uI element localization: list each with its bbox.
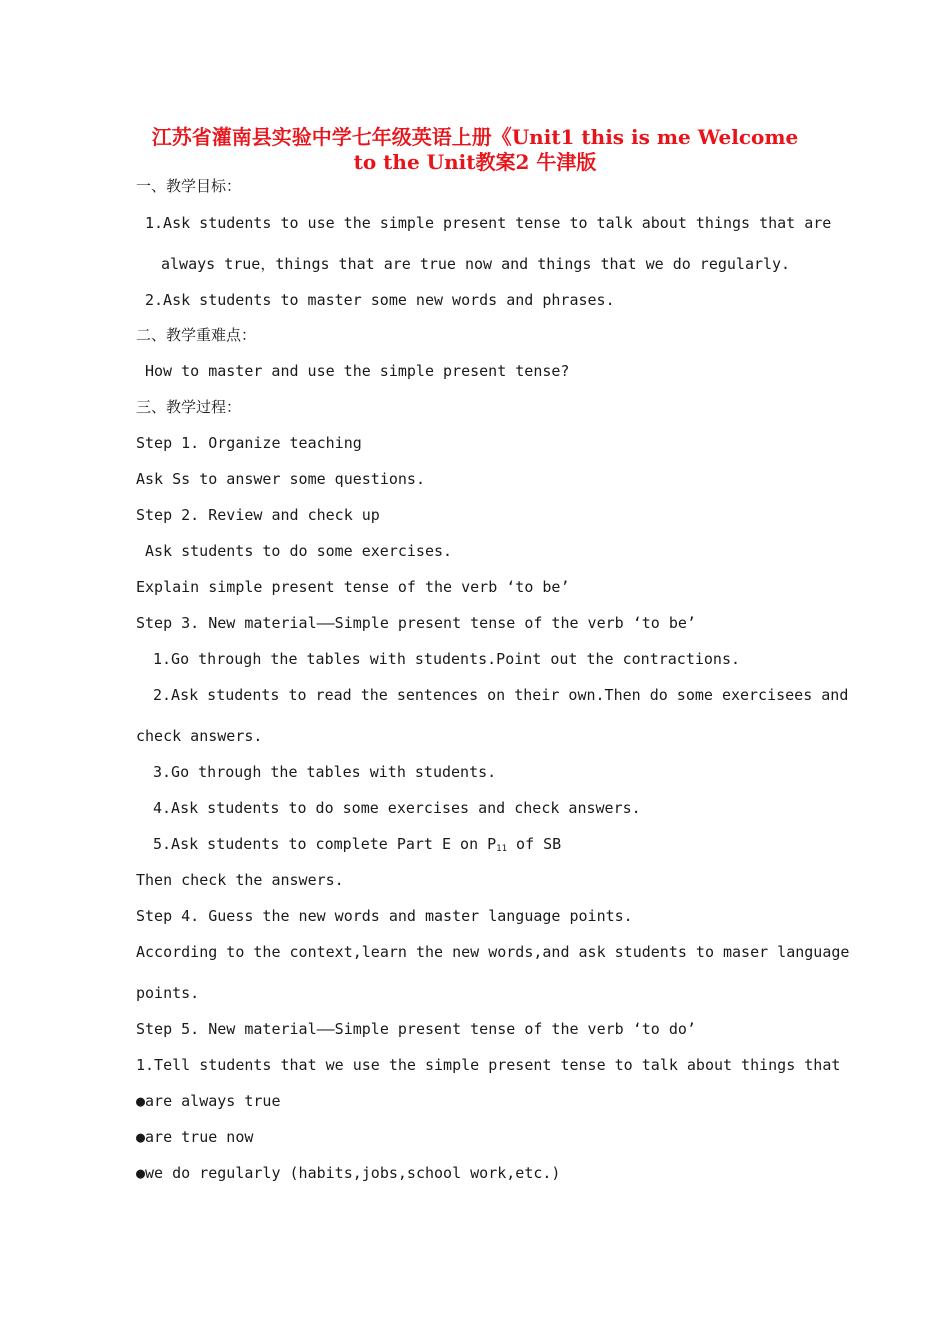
step-3-item-3: 3.Go through the tables with students. (153, 763, 497, 781)
step-3-heading: Step 3. New material——Simple present tense of the verb ‘to be’ (136, 614, 696, 632)
objective-1-line-2: always true，things that are true now and things that we do regularly. (161, 255, 791, 273)
bullet-item (136, 1163, 560, 1183)
section-heading-objectives: 一、教学目标： (136, 177, 242, 195)
step-3-item-1: 1.Go through the tables with students.Point out the contractions. (153, 650, 740, 668)
step-2-heading: Step 2. Review and check up (136, 506, 380, 524)
step-3-item-2-line-1: 2.Ask students to read the sentences on their own.Then do some exercisees and (153, 686, 849, 704)
bullet-icon: ● (136, 1092, 146, 1110)
step-3-item-2-line-2: check answers. (136, 727, 263, 745)
page-number-subscript: 11 (496, 844, 508, 854)
bullet-item (136, 1127, 253, 1147)
document-title-line-2: to the Unit教案2 牛津版 (353, 150, 597, 174)
step-4-heading: Step 4. Guess the new words and master language points. (136, 907, 633, 925)
step-3-item-5 (153, 834, 561, 859)
step-3-item-5-suffix: of SB (507, 835, 562, 853)
step-2-text-1: Ask students to do some exercises. (145, 542, 453, 560)
step-5-item-1: 1.Tell students that we use the simple present tense to talk about things that (136, 1056, 841, 1074)
key-point-text: How to master and use the simple present tense? (145, 362, 570, 380)
section-heading-key-points: 二、教学重难点： (136, 326, 257, 344)
objective-1-line-1: 1.Ask students to use the simple present tense to talk about things that are (145, 214, 832, 232)
section-heading-process: 三、教学过程： (136, 398, 242, 416)
step-4-text-line-1: According to the context,learn the new words,and ask students to maser language (136, 943, 850, 961)
bullet-item (136, 1091, 281, 1111)
step-3-item-5-text: 5.Ask students to complete Part E on P (153, 835, 497, 853)
step-5-heading: Step 5. New material——Simple present tense of the verb ‘to do’ (136, 1020, 696, 1038)
bullet-text: we do regularly (habits,jobs,school work,etc.) (145, 1164, 561, 1182)
bullet-text: are always true (145, 1092, 281, 1110)
step-3-then: Then check the answers. (136, 871, 344, 889)
step-4-text-line-2: points. (136, 984, 200, 1002)
bullet-icon: ● (136, 1164, 146, 1182)
step-3-item-4: 4.Ask students to do some exercises and check answers. (153, 799, 641, 817)
step-1-heading: Step 1. Organize teaching (136, 434, 362, 452)
bullet-text: are true now (145, 1128, 254, 1146)
document-title-line-1: 江苏省灌南县实验中学七年级英语上册《Unit1 this is me Welcome (151, 125, 799, 149)
step-1-text: Ask Ss to answer some questions. (136, 470, 425, 488)
objective-2: 2.Ask students to master some new words and phrases. (145, 291, 615, 309)
bullet-icon: ● (136, 1128, 146, 1146)
step-2-text-2: Explain simple present tense of the verb ‘to be’ (136, 578, 570, 596)
